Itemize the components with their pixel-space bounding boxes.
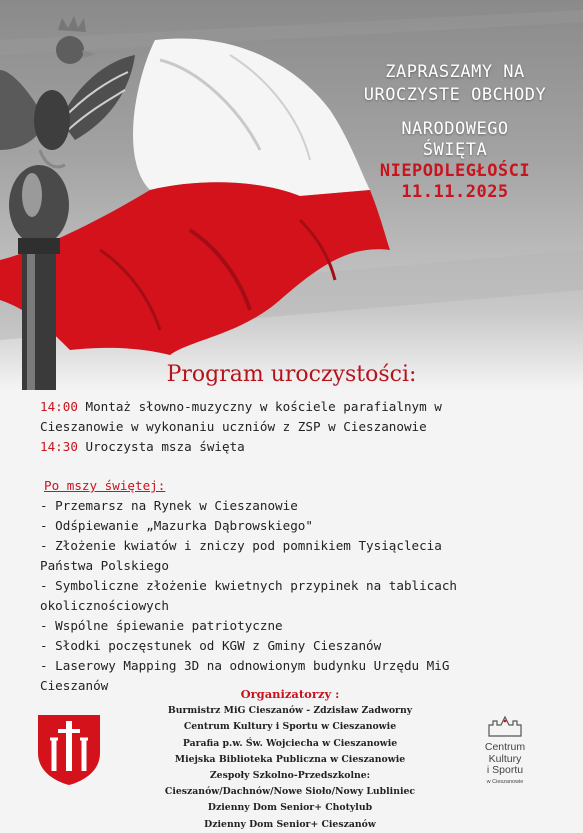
castle-logo-icon — [485, 715, 525, 737]
list-item: - Słodki poczęstunek od KGW z Gminy Cieszanów — [40, 638, 382, 653]
hero-line-4: ŚWIĘTA — [422, 139, 488, 160]
logo-line-1: Centrum — [484, 741, 526, 753]
schedule-text: Montaż słowno-muzyczny w kościele parafialnym w — [77, 399, 442, 414]
list-item: okolicznościowych — [40, 598, 169, 613]
schedule — [40, 397, 560, 457]
schedule-item — [40, 417, 560, 437]
hero-title — [330, 62, 580, 204]
organizers — [140, 686, 440, 833]
schedule-time: 14:00 — [40, 399, 78, 414]
organizer-line: Zespoły Szkolno-Przedszkolne: — [209, 770, 371, 782]
organizer-line: Burmistrz MiG Cieszanów - Zdzisław Zadworny — [167, 705, 413, 717]
hero-banner — [0, 0, 583, 390]
organizer-line: Centrum Kultury i Sportu w Cieszanowie — [183, 721, 397, 733]
program-title: Program uroczystości: — [166, 362, 417, 387]
list-item: - Złożenie kwiatów i zniczy pod pomnikiem Tysiąclecia — [40, 538, 442, 553]
logo-line-3: i Sportu — [486, 764, 524, 776]
organizer-line: Cieszanów/Dachnów/Nowe Sioło/Nowy Lubliniec — [164, 786, 416, 798]
list-item: - Laserowy Mapping 3D na odnowionym budynku Urzędu MiG — [40, 658, 450, 673]
hero-line-1: ZAPRASZAMY NA — [385, 62, 525, 82]
hero-line-2: UROCZYSTE OBCHODY — [363, 85, 547, 106]
list-item: - Odśpiewanie „Mazurka Dąbrowskiego" — [40, 518, 313, 533]
schedule-time: 14:30 — [40, 439, 78, 454]
organizer-line: Parafia p.w. Św. Wojciecha w Cieszanowie — [182, 737, 398, 749]
list-item: - Wspólne śpiewanie patriotyczne — [40, 618, 283, 633]
schedule-item — [40, 437, 560, 457]
organizers-header: Organizatorzy : — [240, 687, 340, 701]
list-item: - Symboliczne złożenie kwietnych przypinek na tablicach — [40, 578, 458, 593]
list-item: Państwa Polskiego — [40, 558, 169, 573]
list-item: - Przemarsz na Rynek w Cieszanowie — [40, 498, 298, 513]
list-item: Cieszanów — [40, 678, 109, 693]
after-mass-header: Po mszy świętej: — [44, 478, 166, 493]
organizer-line: Dzienny Dom Senior+ Chotylub — [207, 802, 373, 814]
logo-line-2: Kultury — [488, 752, 522, 765]
organizer-line: Dzienny Dom Senior+ Cieszanów — [204, 818, 376, 830]
logo-subtext: w Cieszanowie — [486, 778, 524, 785]
schedule-item — [40, 397, 560, 417]
hero-line-5: NIEPODLEGŁOŚCI — [379, 161, 531, 181]
schedule-text: Cieszanowie w wykonaniu uczniów z ZSP w Cieszanowie — [40, 419, 427, 434]
hero-line-3: NARODOWEGO — [401, 118, 509, 139]
schedule-text: Uroczysta msza święta — [77, 439, 245, 454]
organizer-line: Miejska Biblioteka Publiczna w Cieszanowie — [174, 753, 406, 765]
cks-logo — [470, 715, 540, 785]
cieszanow-crest-icon — [36, 713, 102, 787]
hero-date: 11.11.2025 — [401, 182, 509, 203]
after-mass-list — [40, 476, 560, 696]
